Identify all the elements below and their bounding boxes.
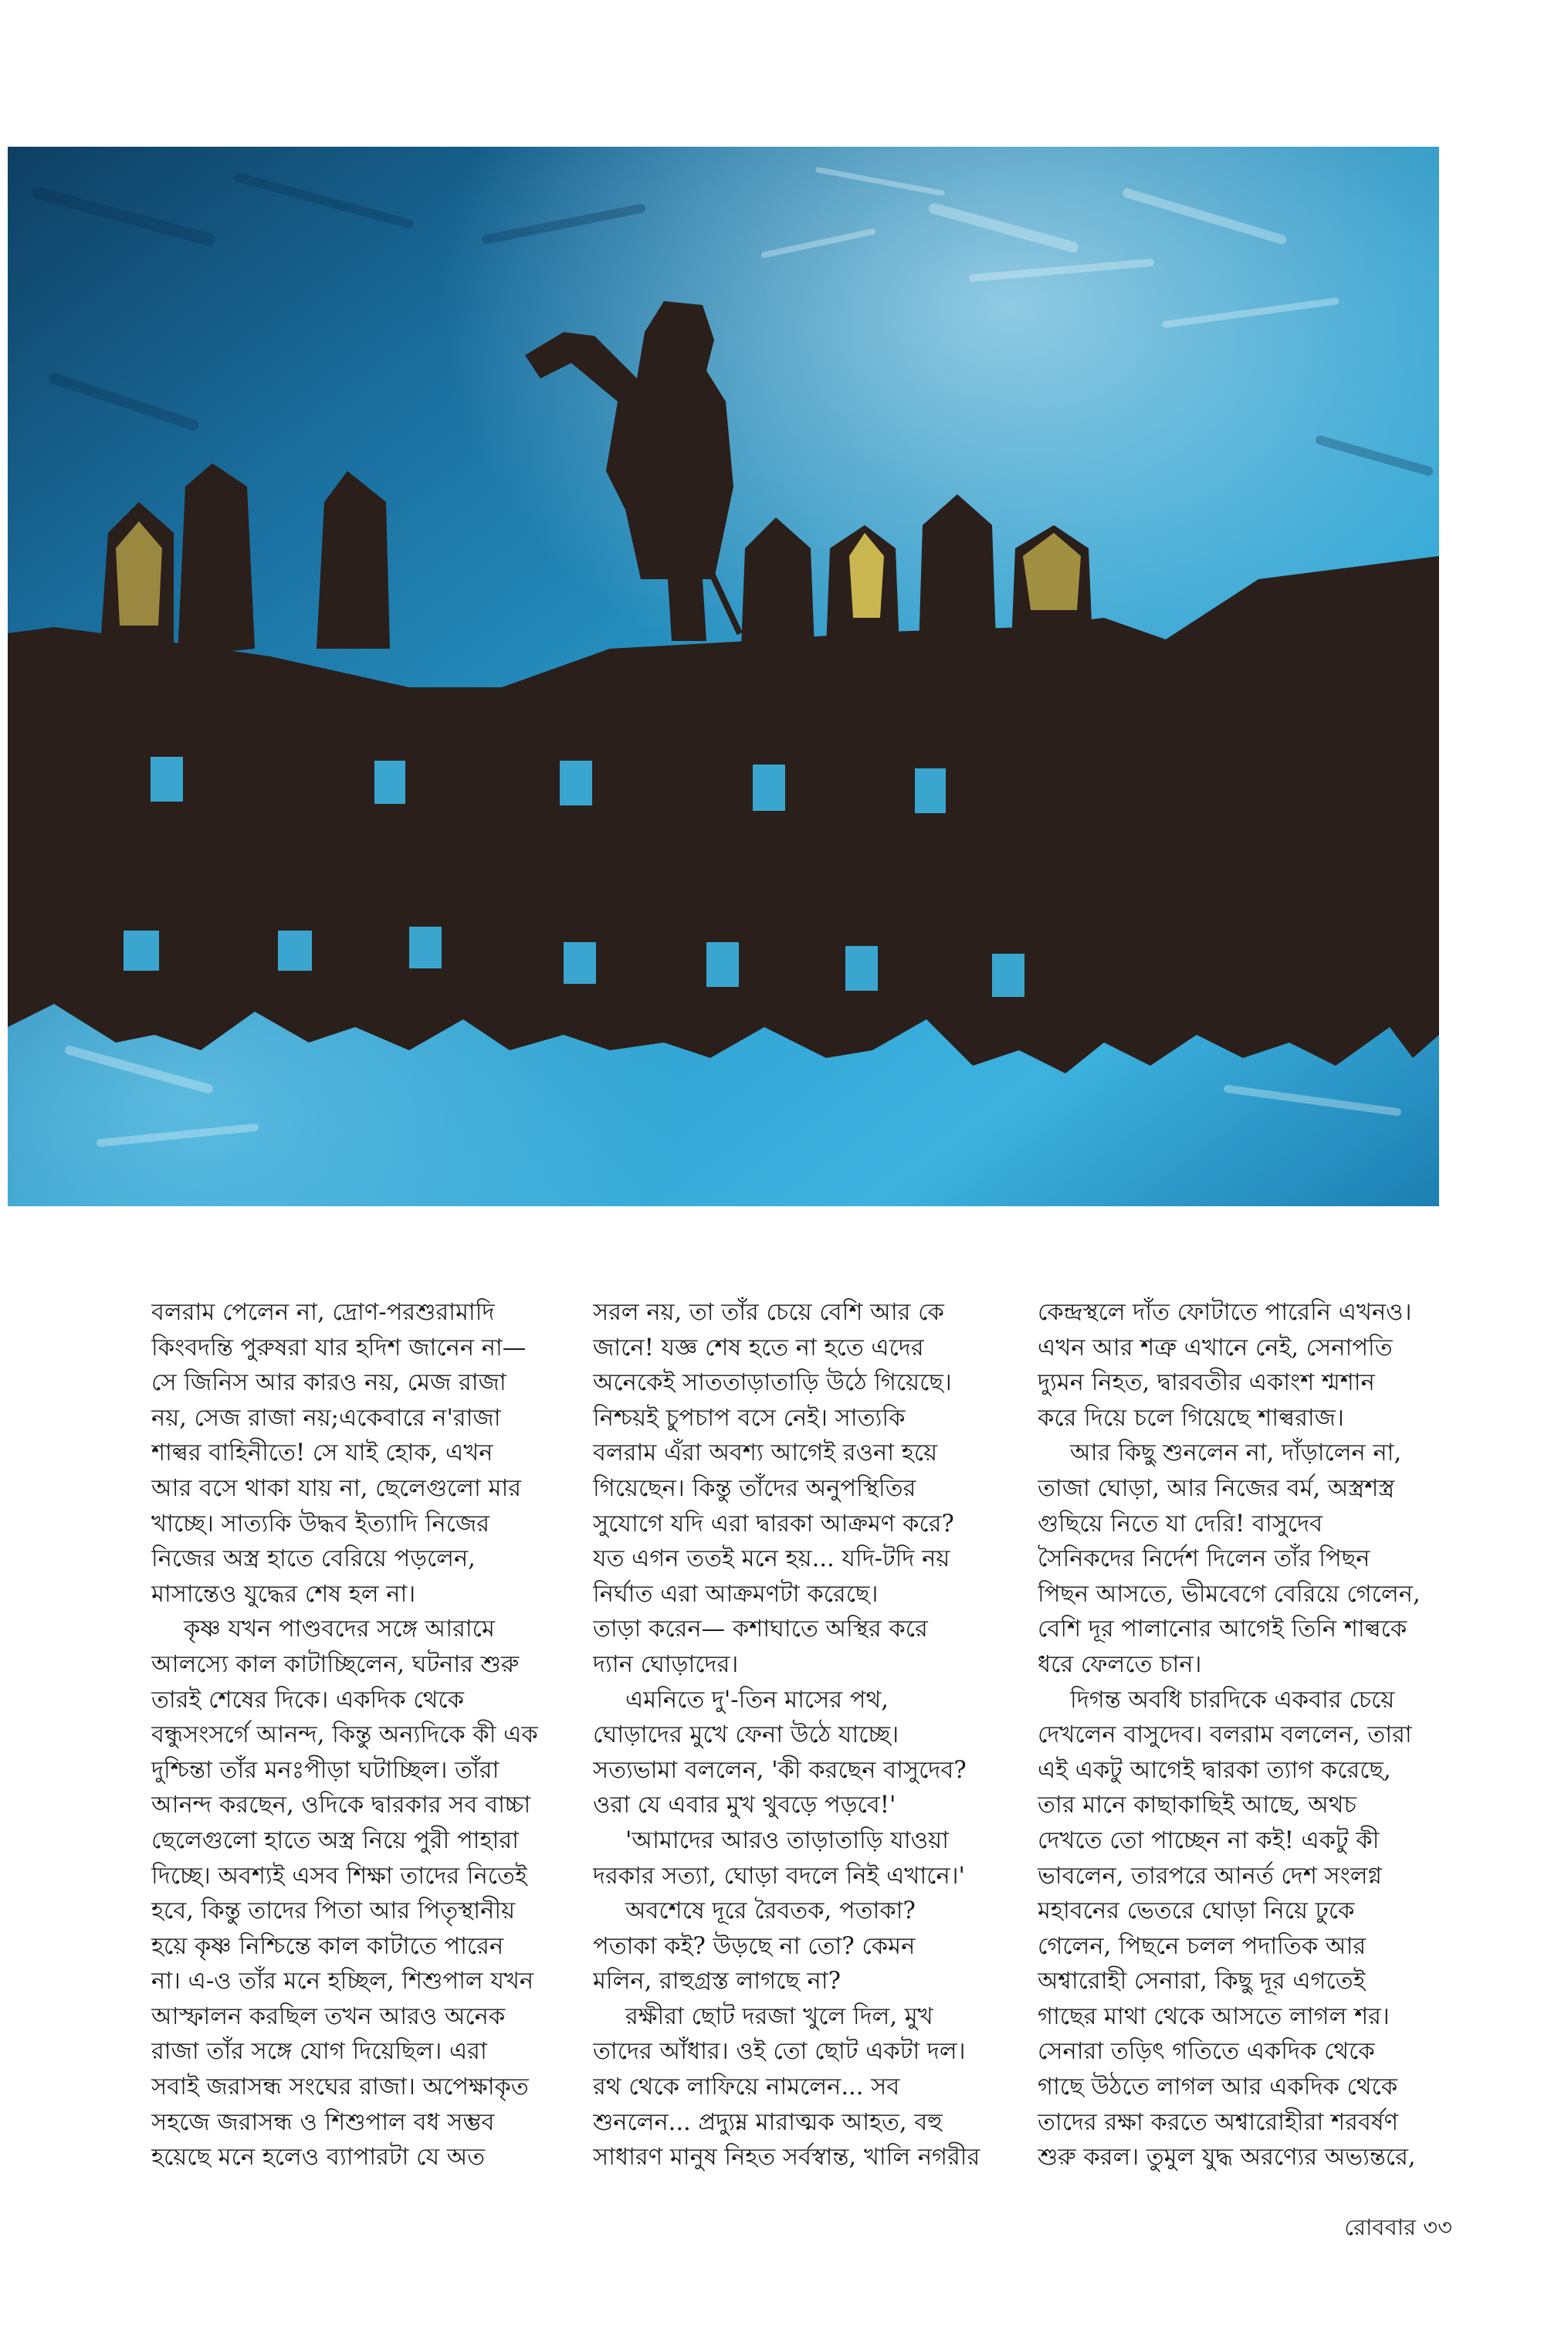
text-line: হয়েছে মনে হলেও ব্যাপারটা যে অত bbox=[151, 2144, 486, 2172]
text-line: কিংবদন্তি পুরুষরা যার হদিশ জানেন না— bbox=[151, 1334, 527, 1361]
text-line: হয়ে কৃষ্ণ নিশ্চিন্তে কাল কাটাতে পারেন bbox=[151, 1932, 504, 1960]
text-line: তারই শেষের দিকে। একদিক থেকে bbox=[151, 1686, 465, 1714]
text-line: অশ্বারোহী সেনারা, কিছু দূর এগতেই bbox=[1038, 1968, 1366, 1995]
text-line: গুছিয়ে নিতে যা দেরি! বাসুদেব bbox=[1038, 1510, 1323, 1538]
text-line: আর কিছু শুনলেন না, দাঁড়ালেন না, bbox=[1070, 1439, 1402, 1467]
text-line: শুনলেন... প্রদ্যুম্ন মারাত্মক আহত, বহু bbox=[593, 2108, 943, 2136]
text-line: সত্যভামা বললেন, 'কী করছেন বাসুদেব? bbox=[593, 1756, 967, 1784]
text-line: বলরাম পেলেন না, দ্রোণ-পরশুরামাদি bbox=[151, 1299, 495, 1326]
text-line: আলস্যে কাল কাটাচ্ছিলেন, ঘটনার শুরু bbox=[151, 1650, 520, 1678]
text-line: মলিন, রাহুগ্রস্ত লাগছে না? bbox=[593, 1968, 841, 1995]
text-line: বলরাম এঁরা অবশ্য আগেই রওনা হয়ে bbox=[593, 1439, 938, 1467]
text-line: তার মানে কাছাকাছিই আছে, অথচ bbox=[1038, 1792, 1356, 1819]
page-footer: রোববার ৩৩ bbox=[1344, 2214, 1452, 2240]
text-line: সবাই জরাসন্ধ সংঘের রাজা। অপেক্ষাকৃত bbox=[151, 2073, 529, 2101]
text-line: দুশ্চিন্তা তাঁর মনঃপীড়া ঘটাচ্ছিল। তাঁরা bbox=[151, 1756, 500, 1784]
text-line: ছেলেগুলো হাতে অস্ত্র নিয়ে পুরী পাহারা bbox=[151, 1826, 519, 1854]
text-line: তাদের আঁধার। ওই তো ছোট একটা দল। bbox=[593, 2038, 966, 2066]
text-line: কৃষ্ণ যখন পাণ্ডবদের সঙ্গে আরামে bbox=[184, 1616, 495, 1643]
text-line: 'আমাদের আরও তাড়াতাড়ি যাওয়া bbox=[625, 1826, 949, 1854]
article-column-3 bbox=[1038, 1295, 1448, 2175]
text-line: কেন্দ্রস্থলে দাঁত ফোটাতে পারেনি এখনও। bbox=[1038, 1299, 1412, 1326]
text-line: অনেকেই সাততাড়াতাড়ি উঠে গিয়েছে। bbox=[593, 1369, 952, 1397]
fortress-illustration bbox=[8, 147, 1439, 1206]
text-line: তাজা ঘোড়া, আর নিজের বর্ম, অস্ত্রশস্ত্র bbox=[1038, 1474, 1395, 1502]
text-line: দরকার সত্যা, ঘোড়া বদলে নিই এখানে।' bbox=[593, 1862, 965, 1890]
text-line: ওরা যে এবার মুখ থুবড়ে পড়বে!' bbox=[593, 1792, 896, 1819]
text-line: দ্যুমন নিহত, দ্বারবতীর একাংশ শ্মশান bbox=[1038, 1369, 1375, 1397]
text-line: করে দিয়ে চলে গিয়েছে শাল্বরাজ। bbox=[1038, 1404, 1344, 1432]
text-line: গাছের মাথা থেকে আসতে লাগল শর। bbox=[1038, 2002, 1390, 2030]
text-line: সরল নয়, তা তাঁর চেয়ে বেশি আর কে bbox=[593, 1299, 944, 1326]
text-line: ধরে ফেলতে চান। bbox=[1038, 1650, 1202, 1678]
text-line: হবে, কিন্তু তাদের পিতা আর পিতৃস্থানীয় bbox=[151, 1897, 516, 1925]
text-line: নির্ঘাত এরা আক্রমণটা করেছে। bbox=[593, 1580, 879, 1608]
text-line: দেখতে তো পাচ্ছেন না কই! একটু কী bbox=[1038, 1826, 1380, 1854]
text-line: আর বসে থাকা যায় না, ছেলেগুলো মার bbox=[151, 1474, 522, 1502]
text-line: পিছন আসতে, ভীমবেগে বেরিয়ে গেলেন, bbox=[1038, 1580, 1421, 1608]
text-line: এই একটু আগেই দ্বারকা ত্যাগ করেছে, bbox=[1038, 1756, 1391, 1784]
text-line: আস্ফালন করছিল তখন আরও অনেক bbox=[151, 2002, 506, 2030]
text-line: দেখলেন বাসুদেব। বলরাম বললেন, তারা bbox=[1038, 1721, 1412, 1749]
fortress-silhouette-image bbox=[8, 147, 1439, 1206]
text-line: রথ থেকে লাফিয়ে নামলেন... সব bbox=[593, 2073, 900, 2101]
text-line: বন্ধুসংসর্গে আনন্দ, কিন্তু অন্যদিকে কী এক bbox=[151, 1721, 538, 1749]
text-line: তাড়া করেন— কশাঘাতে অস্থির করে bbox=[593, 1616, 928, 1643]
text-line: বেশি দূর পালানোর আগেই তিনি শাল্বকে bbox=[1038, 1616, 1407, 1643]
text-line: ঘোড়াদের মুখে ফেনা উঠে যাচ্ছে। bbox=[593, 1721, 899, 1749]
text-line: তাদের রক্ষা করতে অশ্বারোহীরা শরবর্ষণ bbox=[1038, 2108, 1399, 2136]
text-line: মাসান্তেও যুদ্ধের শেষ হল না। bbox=[151, 1580, 416, 1608]
text-line: খাচ্ছে। সাত্যকি উদ্ধব ইত্যাদি নিজের bbox=[151, 1510, 490, 1538]
text-line: রাজা তাঁর সঙ্গে যোগ দিয়েছিল। এরা bbox=[151, 2038, 487, 2066]
text-line: এখন আর শত্রু এখানে নেই, সেনাপতি bbox=[1038, 1334, 1393, 1361]
text-line: নয়, সেজ রাজা নয়;একেবারে ন'রাজা bbox=[151, 1404, 501, 1432]
article-column-2 bbox=[593, 1295, 1004, 2175]
text-line: অবশেষে দূরে রৈবতক, পতাকা? bbox=[625, 1897, 916, 1925]
article-column-1 bbox=[151, 1295, 562, 2175]
text-line: গাছে উঠতে লাগল আর একদিক থেকে bbox=[1038, 2073, 1398, 2101]
text-line: নিজের অস্ত্র হাতে বেরিয়ে পড়লেন, bbox=[151, 1545, 476, 1573]
text-line: শুরু করল। তুমুল যুদ্ধ অরণ্যের অভ্যন্তরে, bbox=[1038, 2144, 1416, 2172]
text-line: মহাবনের ভেতরে ঘোড়া নিয়ে ঢুকে bbox=[1038, 1897, 1355, 1925]
text-line: এমনিতে দু'-তিন মাসের পথ, bbox=[625, 1686, 889, 1714]
text-line: নিশ্চয়ই চুপচাপ বসে নেই। সাত্যকি bbox=[593, 1404, 906, 1432]
text-line: গিয়েছেন। কিন্তু তাঁদের অনুপস্থিতির bbox=[593, 1474, 916, 1502]
text-line: সাধারণ মানুষ নিহত সর্বস্বান্ত, খালি নগরীর bbox=[593, 2144, 980, 2172]
text-line: ভাবলেন, তারপরে আনর্ত দেশ সংলগ্ন bbox=[1038, 1862, 1382, 1890]
text-line: দ্যান ঘোড়াদের। bbox=[593, 1650, 739, 1678]
text-line: জানে! যজ্ঞ শেষ হতে না হতে এদের bbox=[593, 1334, 924, 1361]
text-line: গেলেন, পিছনে চলল পদাতিক আর bbox=[1038, 1932, 1366, 1960]
text-line: যত এগন ততই মনে হয়... যদি-টদি নয় bbox=[593, 1545, 950, 1573]
article-body bbox=[151, 1295, 1441, 2183]
text-line: শাল্বর বাহিনীতে! সে যাই হোক, এখন bbox=[151, 1439, 493, 1467]
text-line: সেনারা তড়িৎ গতিতে একদিক থেকে bbox=[1038, 2038, 1375, 2066]
text-line: দিগন্ত অবধি চারদিকে একবার চেয়ে bbox=[1070, 1686, 1395, 1714]
text-line: সে জিনিস আর কারও নয়, মেজ রাজা bbox=[151, 1369, 506, 1397]
text-line: রক্ষীরা ছোট দরজা খুলে দিল, মুখ bbox=[625, 2002, 933, 2030]
text-line: সুযোগে যদি এরা দ্বারকা আক্রমণ করে? bbox=[593, 1510, 954, 1538]
text-line: আনন্দ করছেন, ওদিকে দ্বারকার সব বাচ্চা bbox=[151, 1792, 531, 1819]
text-line: দিচ্ছে। অবশ্যই এসব শিক্ষা তাদের নিতেই bbox=[151, 1862, 527, 1890]
text-line: পতাকা কই? উড়ছে না তো? কেমন bbox=[593, 1932, 916, 1960]
text-line: না। এ-ও তাঁর মনে হচ্ছিল, শিশুপাল যখন bbox=[151, 1968, 534, 1995]
text-line: সৈনিকদের নির্দেশ দিলেন তাঁর পিছন bbox=[1038, 1545, 1370, 1573]
text-line: সহজে জরাসন্ধ ও শিশুপাল বধ সম্ভব bbox=[151, 2108, 495, 2136]
